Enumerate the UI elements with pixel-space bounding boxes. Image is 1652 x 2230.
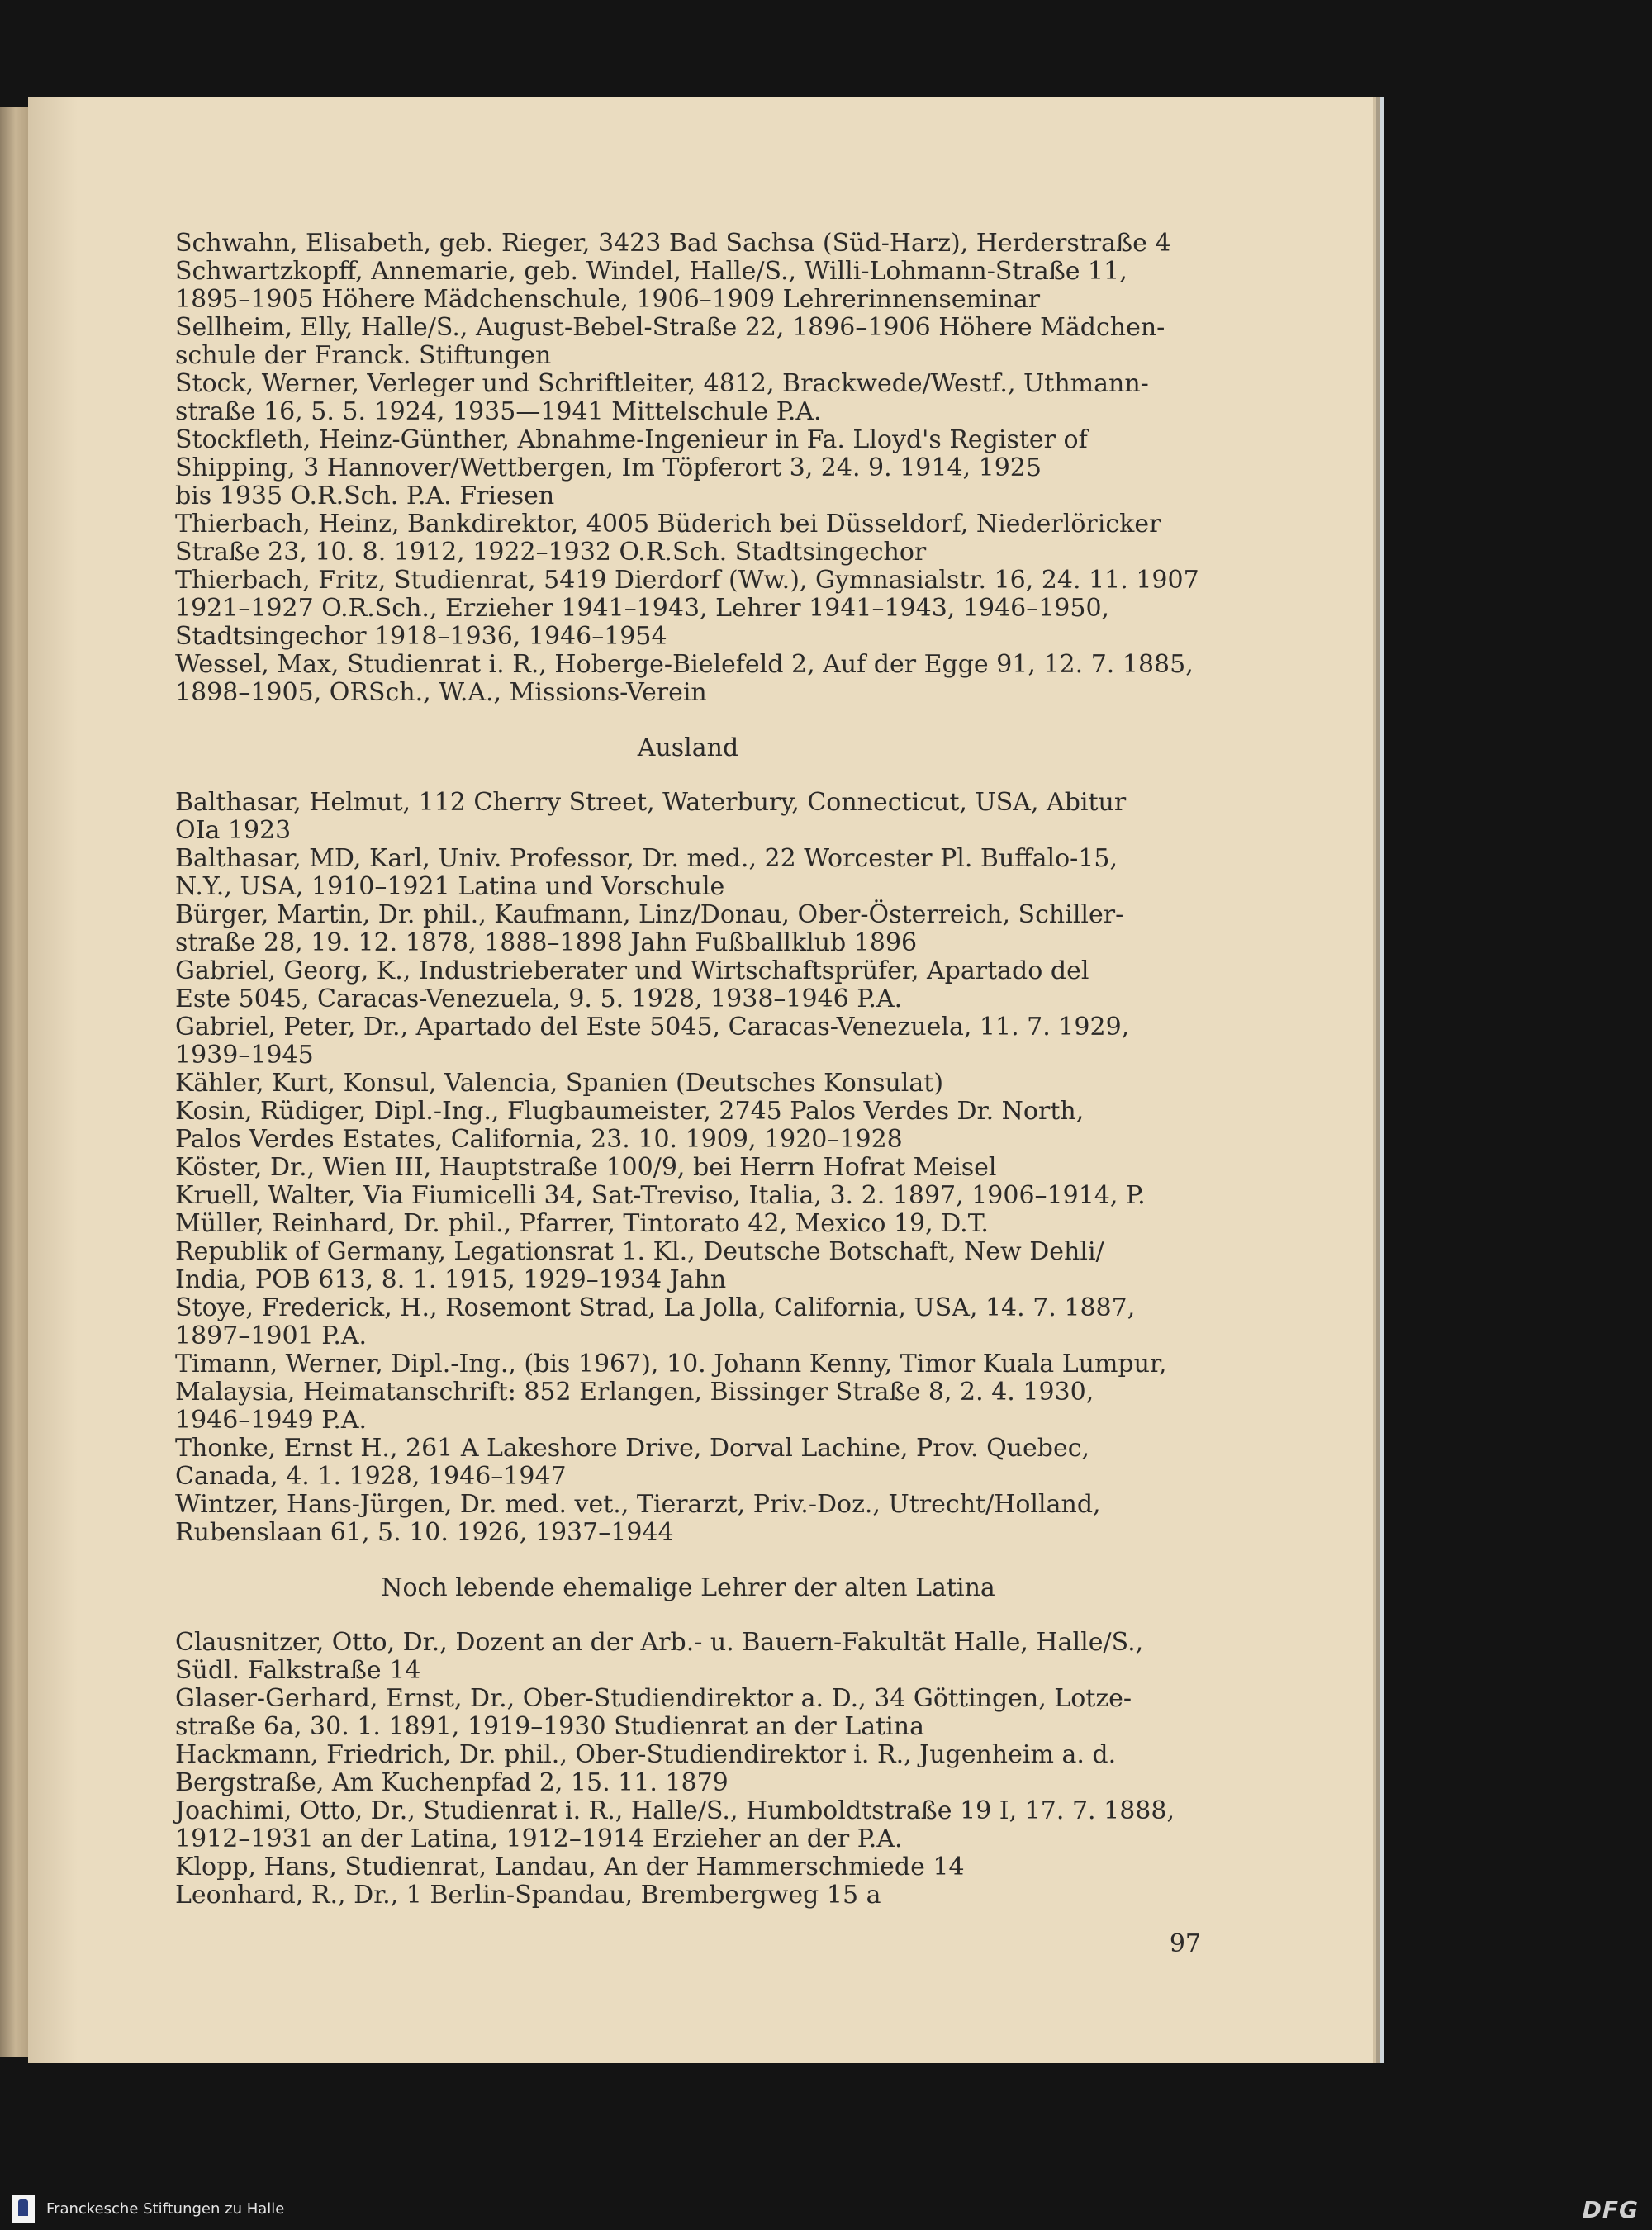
entry-line: Balthasar, Helmut, 112 Cherry Street, Waterbury, Connecticut, USA, Abitur [175,788,1127,817]
directory-entry [175,1491,1201,1547]
page-number: 97 [1169,1929,1201,1958]
entry-line: bis 1935 O.R.Sch. P.A. Friesen [175,482,555,510]
entry-line: Thierbach, Heinz, Bankdirektor, 4005 Büderich bei Düsseldorf, Niederlöricker [175,510,1161,539]
directory-entry [175,1350,1201,1435]
entry-line: Shipping, 3 Hannover/Wettbergen, Im Töpferort 3, 24. 9. 1914, 1925 [175,453,1042,482]
directory-entry [175,901,1201,957]
entry-line: Müller, Reinhard, Dr. phil., Pfarrer, Tintorato 42, Mexico 19, D.T. [175,1209,989,1238]
entry-line: Klopp, Hans, Studienrat, Landau, An der Hammerschmiede 14 [175,1853,965,1881]
entry-line: Republik of Germany, Legationsrat 1. Kl., Deutsche Botschaft, New Dehli/ [175,1237,1104,1266]
book-page [28,97,1373,2063]
entry-line: Este 5045, Caracas-Venezuela, 9. 5. 1928, 1938–1946 P.A. [175,985,903,1013]
heading-ausland: Ausland [637,733,739,762]
entry-line: Malaysia, Heimatanschrift: 852 Erlangen, Bissinger Straße 8, 2. 4. 1930, [175,1378,1094,1407]
directory-entry [175,957,1201,1013]
entry-line: Gabriel, Georg, K., Industrieberater und Wirtschaftsprüfer, Apartado del [175,956,1089,985]
entry-line: straße 6a, 30. 1. 1891, 1919–1930 Studienrat an der Latina [175,1712,924,1741]
directory-entry [175,789,1201,845]
entries-ausland [175,789,1201,1547]
entry-line: 1898–1905, ORSch., W.A., Missions-Verein [175,678,707,707]
directory-entry [175,1853,1201,1881]
entry-line: 1921–1927 O.R.Sch., Erzieher 1941–1943, Lehrer 1941–1943, 1946–1950, [175,594,1110,623]
entry-line: Bergstraße, Am Kuchenpfad 2, 15. 11. 1879 [175,1768,729,1797]
entry-line: Palos Verdes Estates, California, 23. 10. 1909, 1920–1928 [175,1125,903,1154]
entry-line: Canada, 4. 1. 1928, 1946–1947 [175,1462,567,1491]
entry-line: Schwahn, Elisabeth, geb. Rieger, 3423 Bad Sachsa (Süd-Harz), Herderstraße 4 [175,229,1171,258]
entry-line: Balthasar, MD, Karl, Univ. Professor, Dr. med., 22 Worcester Pl. Buffalo-15, [175,844,1118,873]
page-content [175,230,1201,1910]
dfg-logo[interactable]: DFG [1582,2196,1639,2223]
entry-line: OIa 1923 [175,816,292,845]
viewer-footer [0,2189,1652,2230]
directory-entry [175,1435,1201,1491]
directory-entry [175,1210,1201,1238]
entry-line: 1895–1905 Höhere Mädchenschule, 1906–1909 Lehrerinnenseminar [175,285,1041,314]
directory-entry [175,651,1201,707]
entry-line: Rubenslaan 61, 5. 10. 1926, 1937–1944 [175,1518,674,1547]
entry-line: Gabriel, Peter, Dr., Apartado del Este 5045, Caracas-Venezuela, 11. 7. 1929, [175,1013,1130,1041]
entry-line: Südl. Falkstraße 14 [175,1656,421,1685]
directory-entry [175,258,1201,314]
entry-line: schule der Franck. Stiftungen [175,341,552,370]
directory-entry [175,1154,1201,1182]
entry-line: Wintzer, Hans-Jürgen, Dr. med. vet., Tierarzt, Priv.-Doz., Utrecht/Holland, [175,1490,1101,1519]
entry-line: Wessel, Max, Studienrat i. R., Hoberge-Bielefeld 2, Auf der Egge 91, 12. 7. 1885, [175,650,1194,679]
directory-entry [175,510,1201,567]
heading-lehrer: Noch lebende ehemalige Lehrer der alten Latina [381,1573,995,1602]
entry-line: 1946–1949 P.A. [175,1406,368,1435]
entry-line: Straße 23, 10. 8. 1912, 1922–1932 O.R.Sch. Stadtsingechor [175,538,927,567]
entry-line: 1912–1931 an der Latina, 1912–1914 Erzieher an der P.A. [175,1824,903,1853]
entry-line: Timann, Werner, Dipl.-Ing., (bis 1967), 10. Johann Kenny, Timor Kuala Lumpur, [175,1350,1167,1378]
entry-line: Kähler, Kurt, Konsul, Valencia, Spanien (Deutsches Konsulat) [175,1069,944,1098]
directory-entry [175,1741,1201,1797]
entry-line: 1939–1945 [175,1041,314,1070]
directory-entry [175,1182,1201,1210]
entry-line: Bürger, Martin, Dr. phil., Kaufmann, Linz/Donau, Ober-Österreich, Schiller- [175,900,1124,929]
directory-entry [175,1629,1201,1685]
entry-line: Stadtsingechor 1918–1936, 1946–1954 [175,622,667,651]
directory-entry [175,1797,1201,1853]
entry-line: Köster, Dr., Wien III, Hauptstraße 100/9, bei Herrn Hofrat Meisel [175,1153,997,1182]
entry-line: Thierbach, Fritz, Studienrat, 5419 Dierdorf (Ww.), Gymnasialstr. 16, 24. 11. 1907 [175,566,1199,595]
entry-line: Stock, Werner, Verleger und Schriftleiter, 4812, Brackwede/Westf., Uthmann- [175,369,1149,398]
entry-line: Schwartzkopff, Annemarie, geb. Windel, Halle/S., Willi-Lohmann-Straße 11, [175,257,1127,286]
entry-line: Glaser-Gerhard, Ernst, Dr., Ober-Studiendirektor a. D., 34 Göttingen, Lotze- [175,1684,1132,1713]
directory-entry [175,426,1201,510]
entry-line: India, POB 613, 8. 1. 1915, 1929–1934 Jahn [175,1265,727,1294]
directory-entry [175,567,1201,651]
entries-inland [175,230,1201,707]
entry-line: Stoye, Frederick, H., Rosemont Strad, La Jolla, California, USA, 14. 7. 1887, [175,1293,1136,1322]
directory-entry [175,370,1201,426]
directory-entry [175,1013,1201,1070]
facing-page-edge [0,107,28,2057]
entry-line: 1897–1901 P.A. [175,1321,368,1350]
franckesche-stiftungen-logo-icon[interactable] [12,2195,35,2223]
entry-line: Sellheim, Elly, Halle/S., August-Bebel-Straße 22, 1896–1906 Höhere Mädchen- [175,313,1165,342]
directory-entry [175,1098,1201,1154]
entry-line: Kosin, Rüdiger, Dipl.-Ing., Flugbaumeister, 2745 Palos Verdes Dr. North, [175,1097,1085,1126]
entry-line: Leonhard, R., Dr., 1 Berlin-Spandau, Brembergweg 15 a [175,1881,881,1910]
entry-line: Hackmann, Friedrich, Dr. phil., Ober-Studiendirektor i. R., Jugenheim a. d. [175,1740,1117,1769]
directory-entry [175,1294,1201,1350]
entry-line: Thonke, Ernst H., 261 A Lakeshore Drive, Dorval Lachine, Prov. Quebec, [175,1434,1090,1463]
directory-entry [175,1685,1201,1741]
directory-entry [175,845,1201,901]
directory-entry [175,314,1201,370]
directory-entry [175,230,1201,258]
directory-entry [175,1238,1201,1294]
entry-line: Clausnitzer, Otto, Dr., Dozent an der Arb.- u. Bauern-Fakultät Halle, Halle/S., [175,1628,1144,1657]
directory-entry [175,1881,1201,1910]
entry-line: Kruell, Walter, Via Fiumicelli 34, Sat-Treviso, Italia, 3. 2. 1897, 1906–1914, P. [175,1181,1146,1210]
entries-lehrer [175,1629,1201,1910]
directory-entry [175,1070,1201,1098]
entry-line: Joachimi, Otto, Dr., Studienrat i. R., Halle/S., Humboldtstraße 19 I, 17. 7. 1888, [175,1796,1175,1825]
entry-line: straße 28, 19. 12. 1878, 1888–1898 Jahn Fußballklub 1896 [175,928,918,957]
entry-line: straße 16, 5. 5. 1924, 1935—1941 Mittelschule P.A. [175,397,822,426]
entry-line: N.Y., USA, 1910–1921 Latina und Vorschule [175,872,725,901]
institution-name[interactable]: Franckesche Stiftungen zu Halle [46,2200,285,2218]
entry-line: Stockfleth, Heinz-Günther, Abnahme-Ingenieur in Fa. Lloyd's Register of [175,425,1088,454]
